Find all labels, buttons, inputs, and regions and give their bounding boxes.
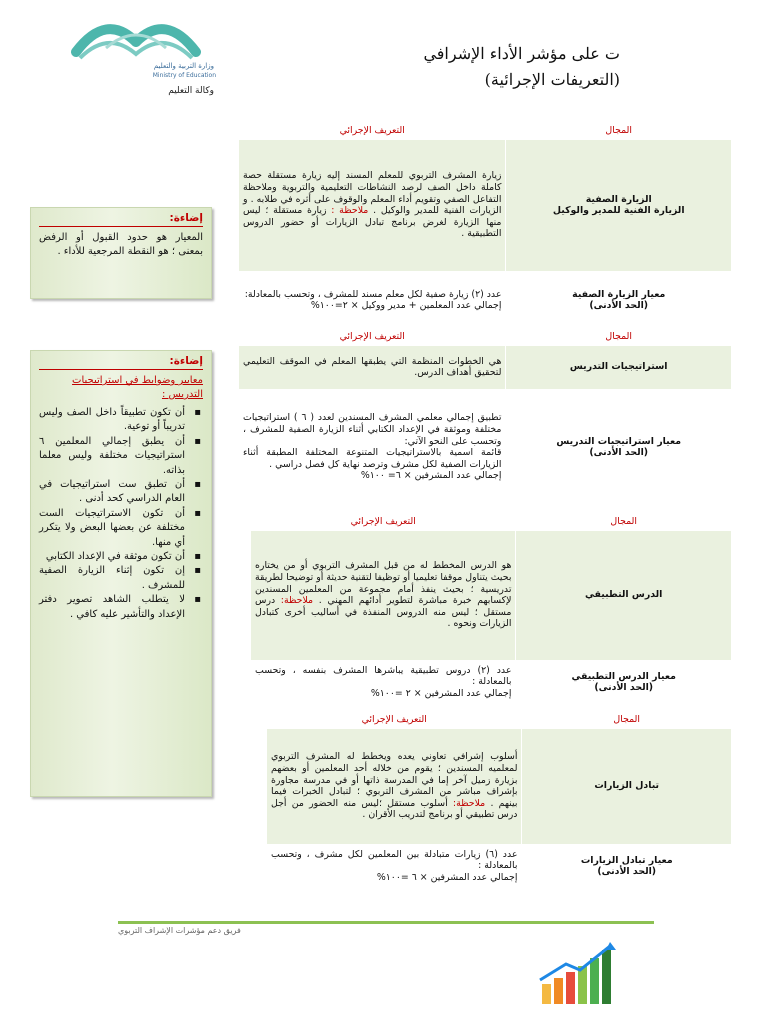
insight-divider: [39, 226, 203, 227]
table-header-row: [251, 514, 732, 531]
note-label: ملاحظة :: [331, 205, 369, 217]
list-item: ▪ أن تكون تطبيقاً داخل الصف وليس تدريباً أو توعية.: [39, 406, 185, 435]
table-row: [239, 139, 732, 271]
table-row: [239, 345, 732, 389]
insight-box-strategies: [30, 350, 212, 797]
definition-cell: [239, 139, 506, 271]
table-row: [251, 530, 732, 660]
definition-cell: عدد (٢) زيارة صفية لكل معلم مسند للمشرف ، وتحسب بالمعادلة: إجمالي عدد المعلمين + مدير ووكيل × ٢=١٠٠%: [239, 271, 506, 329]
table-header-row: [239, 123, 732, 140]
note-label: ملاحظة:: [452, 797, 486, 809]
table-header-row: [239, 329, 732, 346]
table-header-row: [267, 712, 732, 729]
column-header-definition: التعريف الإجرائي: [251, 514, 516, 531]
note-text: زيارة مستقلة ؛ ليس منها الزيارة لغرض برنامج تبادل الزيارات أو حضور الدروس التطبيقية .: [243, 205, 502, 240]
insight-text: المعيار هو حدود القبول أو الرفض بمعنى ؛ هو النقطة المرجعية للأداء .: [39, 232, 203, 257]
definition-cell: هي الخطوات المنظمة التي يطبقها المعلم في الموقف التعليمي لتحقيق أهداف الدرس.: [239, 345, 506, 389]
column-header-domain: المجال: [522, 712, 732, 729]
table-row: [251, 660, 732, 704]
insight-box-criteria: [30, 207, 212, 299]
table-row: [239, 389, 732, 505]
definition-text: أسلوب إشرافي تعاوني يعده ويخطط له المشرف التربوي لمعلميه المسندين ؛ يقوم من خلاله أحد المعلمين أو بعضهم بزيارة زميل آخر إما في المدرسة ذاتها أو في مدرسة مجاورة بإشراف مباشر من المشرف التربوي ؛ لتبادل الخبرات فيما بينهم .: [271, 751, 518, 809]
list-item: ▪ إن تكون إثناء الزيارة الصفية للمشرف .: [39, 564, 185, 593]
footer-team-label: فريق دعم مؤشرات الإشراف التربوي: [118, 926, 241, 935]
definition-text: هو الدرس المخطط له من قبل المشرف التربوي أو من يختاره بحيث يتناول موقفا تعليميا أو توظيفا لتقنية حديثة أو توضيحا لطريقة تدريسية ؛ بحيث ينفذ أمام مجموعة من المعلمين المسندين لإكسابهم خبرة مباشرة لتطوير أدائهم المهني .: [255, 560, 512, 607]
note-text: أسلوب مستقل ؛ليس منه الحضور من أجل درس تطبيقي أو برنامج لتدريب الأقران .: [271, 797, 518, 821]
column-header-domain: المجال: [516, 514, 732, 531]
domain-cell: الدرس التطبيقي: [516, 530, 732, 660]
insight-heading: إضاءة:: [169, 212, 203, 224]
column-header-definition: التعريف الإجرائي: [239, 329, 506, 346]
definition-table-classroom-visit: [238, 122, 732, 330]
list-item: ▪ أن تطبق ست استراتيجيات في العام الدراسي كحد أدنى .: [39, 478, 185, 507]
definition-table-visit-exchange: [266, 711, 732, 889]
definition-table-teaching-strategies: [238, 328, 732, 506]
definition-table-applied-lesson: [250, 513, 732, 705]
table-row: [239, 271, 732, 329]
page-subtitle: (التعريفات الإجرائية): [484, 70, 620, 89]
footer-divider: [118, 921, 654, 924]
definition-cell: عدد (٦) زيارات متبادلة بين المعلمين لكل مشرف ، وتحسب بالمعادلة : إجمالي عدد المشرفين × ٦ =١٠٠%: [267, 844, 522, 888]
note-text: درس مستقل ؛ ليس منه الدروس المنفذة في أساليب أخرى كتبادل الزيارات ونحوه .: [255, 595, 512, 630]
note-label: ملاحظة:: [280, 595, 314, 607]
definition-cell: عدد (٢) دروس تطبيقية يباشرها المشرف بنفسه ، وتحسب بالمعادلة : إجمالي عدد المشرفين × ٢ =١٠٠%: [251, 660, 516, 704]
definition-cell: [251, 530, 516, 660]
ministry-name-arabic: وزارة التربية والتعليم: [153, 62, 214, 70]
domain-cell: استراتيجيات التدريس: [506, 345, 732, 389]
table-row: [267, 844, 732, 888]
insight-heading: إضاءة:: [169, 355, 203, 367]
table-row: [267, 728, 732, 844]
insight-subtitle: معايير وضوابط في استراتيجيات التدريس :: [72, 375, 203, 400]
list-item: ▪ أن تكون الاستراتيجيات الست مختلفة عن بعضها البعض ولا يتكرر أي منها.: [39, 507, 185, 550]
definition-cell: تطبيق إجمالي معلمي المشرف المسندين لعدد ( ٦ ) استراتيجيات مختلفة وموثقة في الإعداد الكتابي أثناء الزيارة الصفية للمشرف ، وتحسب على النحو الآتي: قائمة اسمية بالاستراتيجيات المتنوعة المختلفة المطبقة أثناء الزيارات الصفية لكل مشرف وترصد نهاية كل فصل دراسي . إجمالي عدد المشرفين × ٦= ١٠٠%: [239, 389, 506, 505]
insight-divider: [39, 369, 203, 370]
domain-cell: معيار الزيارة الصفية (الحد الأدنى): [506, 271, 732, 329]
list-item: ▪ لا يتطلب الشاهد تصوير دفتر الإعداد والتأشير عليه كافي .: [39, 593, 185, 622]
list-item: ▪ أن يطبق إجمالي المعلمين ٦ استراتيجيات مختلفة وليس معلما بذاته.: [39, 435, 185, 478]
column-header-domain: المجال: [506, 123, 732, 140]
domain-cell: الزيارة الصفية الزيارة الفنية للمدير والوكيل: [506, 139, 732, 271]
criteria-list: [39, 406, 203, 622]
domain-cell: معيار تبادل الزيارات (الحد الأدنى): [522, 844, 732, 888]
definition-cell: [267, 728, 522, 844]
domain-cell: تبادل الزيارات: [522, 728, 732, 844]
column-header-definition: التعريف الإجرائي: [267, 712, 522, 729]
list-item: ▪ أن تكون موثقة في الإعداد الكتابي: [39, 550, 185, 564]
definition-text: زيارة المشرف التربوي للمعلم المسند إليه زيارة مستقلة حصة كاملة داخل الصف لرصد النشاطات التعليمية والتربوية وملاحظة التفاعل الصفي وتقويم أداء المعلم والوقوف على أثره في طلابه . و الزيارات الفنية للمدير والوكيل .: [243, 170, 502, 217]
agency-label: وكالة التعليم: [168, 86, 214, 96]
ministry-name-english: Ministry of Education: [152, 72, 216, 79]
column-header-domain: المجال: [506, 329, 732, 346]
domain-cell: معيار استراتيجيات التدريس (الحد الأدنى): [506, 389, 732, 505]
domain-cell: معيار الدرس التطبيقي (الحد الأدنى): [516, 660, 732, 704]
column-header-definition: التعريف الإجرائي: [239, 123, 506, 140]
page-title: ت على مؤشر الأداء الإشرافي: [423, 44, 620, 63]
growth-chart-icon: [536, 940, 622, 1008]
